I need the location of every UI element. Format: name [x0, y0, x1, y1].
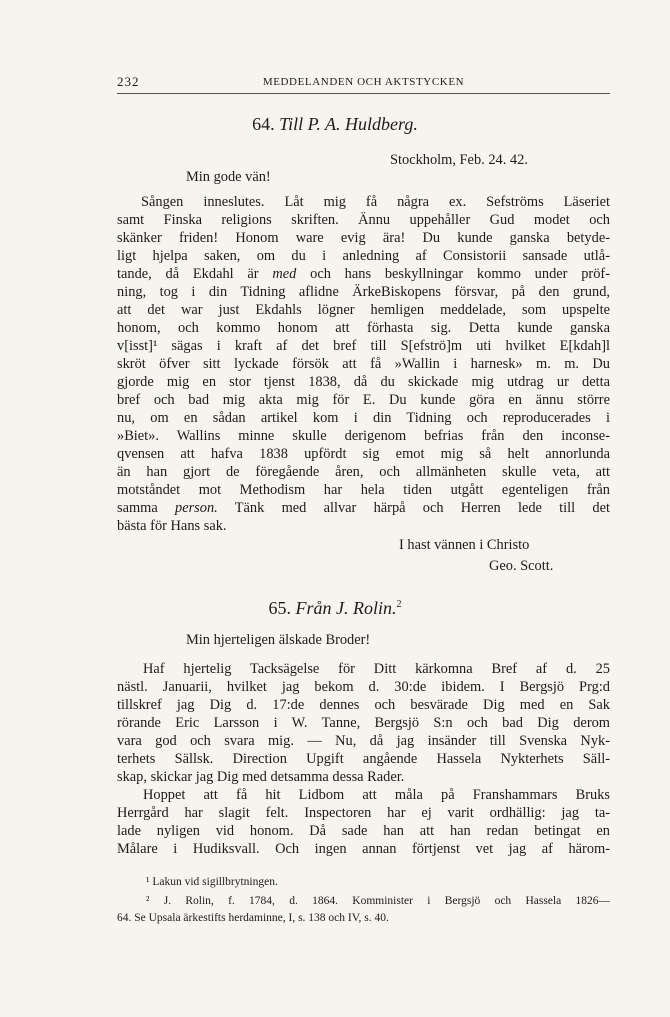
- letter-64-line: v[isst]¹ sägas i kraft af det bref till S[efströ]m uti hvilket E[kdah]l: [117, 338, 610, 354]
- letter-65-heading: [0, 598, 670, 619]
- letter-64-salutation: Min gode vän!: [186, 169, 271, 185]
- letter-64-line: att det war just Ekdahls lögner hemligen meddelade, som upspelte: [117, 302, 610, 318]
- letter-64-line: samma person. Tänk med allvar härpå och Herren lede till det: [117, 500, 610, 516]
- letter-65-line: rörande Eric Larsson i W. Tanne, Bergsjö S:n och bad Dig derom: [117, 715, 610, 731]
- letter-65-sender: Från J. Rolin.: [295, 598, 397, 618]
- letter-64-line: Sången inneslutes. Låt mig få några ex. Sefströms Läseriet: [141, 194, 610, 210]
- letter-65-line: Herrgård har slagit felt. Inspectoren har ej varit ordhällig: jag ta-: [117, 805, 610, 821]
- letter-65-line: nästl. Januarii, hvilket jag bekom d. 30:de ibidem. I Bergsjö Prg:d: [117, 679, 610, 695]
- footnote-2-continued: 64. Se Upsala ärkestifts herdaminne, I, s. 138 och IV, s. 40.: [117, 912, 389, 924]
- letter-64-line: nu, om en sådan artikel kom i din Tidning och reproducerades i: [117, 410, 610, 426]
- letter-64-line: än han gjort de föregående åren, och allmänheten skulle veta, att: [117, 464, 610, 480]
- letter-64-place-date: Stockholm, Feb. 24. 42.: [390, 152, 528, 168]
- letter-64-line: qvensen att hafva 1838 upfördt sig emot mig så helt annorlunda: [117, 446, 610, 462]
- letter-65-line: Målare i Hudiksvall. Och ingen annan förtjenst vet jag af härom-: [117, 841, 610, 857]
- letter-64-signature: Geo. Scott.: [489, 558, 554, 574]
- letter-64-line: bästa för Hans sak.: [117, 518, 227, 534]
- letter-64-line: ligt hjelpa saken, om du i anledning af Consistorii sansade utlå-: [117, 248, 610, 264]
- letter-64-line: honom, och kommo honom att förhasta sig. Detta kunde ganska: [117, 320, 610, 336]
- letter-65-line: skap, skickar jag Dig med detsamma dessa Rader.: [117, 769, 405, 785]
- letter-64-heading: [0, 114, 670, 135]
- letter-64-line: skröt öfver sitt lyckade försök att få »Wallin i harnesk» m. m. Du: [117, 356, 610, 372]
- letter-65-line: Haf hjertelig Tacksägelse för Ditt kärkomna Bref af d. 25: [143, 661, 610, 677]
- footnote-1: ¹ Lakun vid sigillbrytningen.: [146, 876, 278, 888]
- letter-64-line: »Biet». Wallins minne skulle derigenom befrias från den inconse-: [117, 428, 610, 444]
- letter-64-closing: I hast vännen i Christo: [399, 537, 530, 553]
- letter-64-number: 64.: [252, 114, 275, 134]
- footnote-2: ² J. Rolin, f. 1784, d. 1864. Komminister i Bergsjö och Hassela 1826—: [146, 895, 610, 907]
- letter-64-line: ning, tog i din Tidning aflidne ÄrkeBiskopens försvar, på den grund,: [117, 284, 610, 300]
- letter-64-line: skänker friden! Honom ware evig ära! Du kunde ganska betyde-: [117, 230, 610, 246]
- letter-64-line: motståndet mot Methodism har hela tiden utgått egenteligen från: [117, 482, 610, 498]
- letter-65-line: lade nyligen vid honom. Då sade han att han redan betingat en: [117, 823, 610, 839]
- letter-65-salutation: Min hjerteligen älskade Broder!: [186, 632, 371, 648]
- letter-65-line: vara god och svara mig. — Nu, då jag insänder till Svenska Nyk-: [117, 733, 610, 749]
- letter-65-line: Hoppet att få hit Lidbom att måla på Franshammars Bruks: [143, 787, 610, 803]
- letter-64-line: gjorde mig en stor tjenst 1838, då du skickade mig utdrag ur detta: [117, 374, 610, 390]
- letter-64-recipient: Till P. A. Huldberg.: [279, 114, 418, 134]
- header-rule: [117, 93, 610, 94]
- letter-65-number: 65.: [268, 598, 291, 618]
- letter-64-line: bref och bad mig akta mig för E. Du kunde göra en ännu större: [117, 392, 610, 408]
- page-number: 232: [117, 74, 140, 89]
- running-header: [117, 74, 610, 92]
- letter-64-line: tande, då Ekdahl är med och hans beskyllningar kommo under pröf-: [117, 266, 610, 282]
- letter-65-line: terhets Sällsk. Direction Upgift angående Hassela Nykterhets Säll-: [117, 751, 610, 767]
- letter-65-footnote-ref: 2: [396, 599, 402, 610]
- running-title: MEDDELANDEN OCH AKTSTYCKEN: [262, 76, 465, 88]
- letter-65-line: tillskref jag Dig d. 17:de dennes och besvärade Dig med en Sak: [117, 697, 610, 713]
- letter-64-line: samt Finska religions skriften. Ännu uppehåller Gud modet och: [117, 212, 610, 228]
